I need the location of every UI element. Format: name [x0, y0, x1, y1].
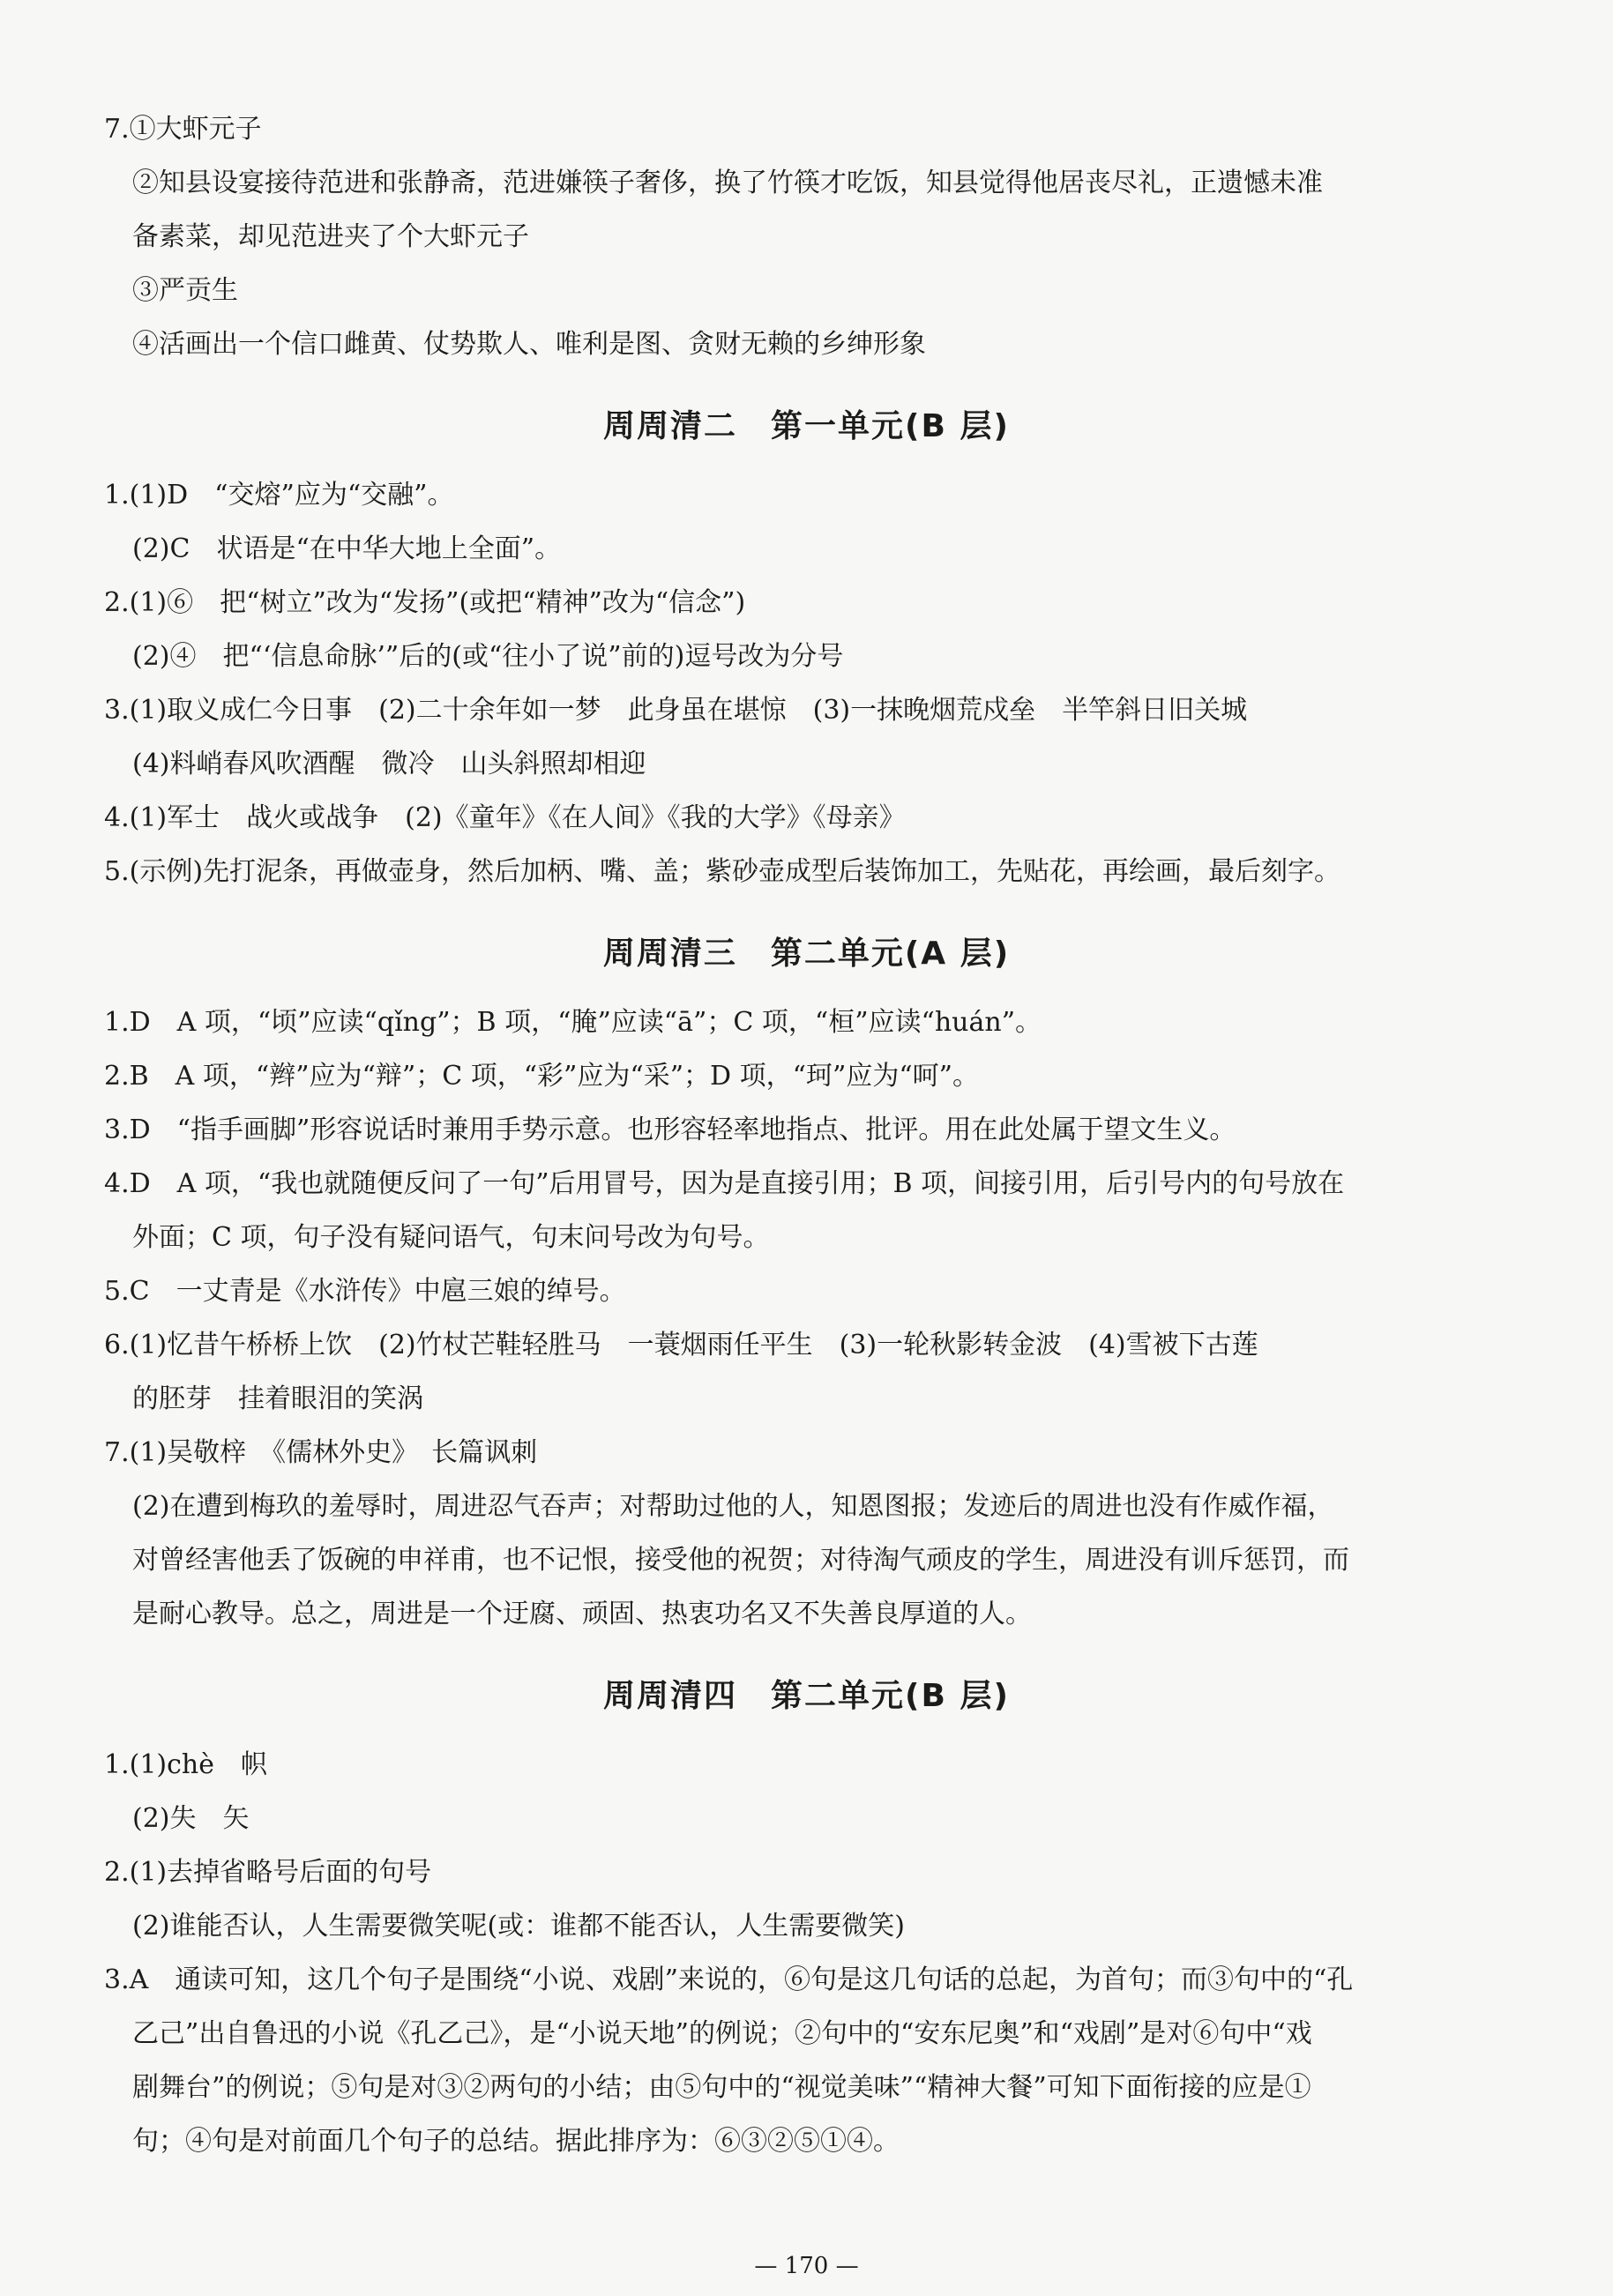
section-title: 周周清二 第一单元(B 层): [603, 408, 1010, 444]
answer-line: 对曾经害他丢了饭碗的申祥甫，也不记恨，接受他的祝贺；对待淘气顽皮的学生，周进没有训斥惩罚，而: [132, 1545, 1349, 1576]
section-title: 周周清四 第二单元(B 层): [603, 1678, 1010, 1714]
answer-line: 5.C 一丈青是《水浒传》中扈三娘的绰号。: [104, 1276, 626, 1307]
answer-line: 是耐心教导。总之，周进是一个迂腐、顽固、热衷功名又不失善良厚道的人。: [132, 1599, 1032, 1629]
answer-line: (2)在遭到梅玖的羞辱时，周进忍气吞声；对帮助过他的人，知恩图报；发迹后的周进也没有作威作福，: [132, 1491, 1334, 1522]
answer-line: 3.(1)取义成仁今日事 (2)二十余年如一梦 此身虽在堪惊 (3)一抹晚烟荒戍垒 半竿斜日旧关城: [104, 695, 1248, 726]
answer-line: (2)失 矢: [132, 1803, 250, 1834]
answer-line: ②知县设宴接待范进和张静斋，范进嫌筷子奢侈，换了竹筷才吃饭，知县觉得他居丧尽礼，正遗憾未准: [132, 168, 1323, 198]
answer-line: 4.D A 项，“我也就随便反问了一句”后用冒号，因为是直接引用；B 项，间接引用，后引号内的句号放在: [104, 1168, 1345, 1199]
answer-line: (4)料峭春风吹酒醒 微冷 山头斜照却相迎: [132, 749, 646, 779]
answer-line: 4.(1)军士 战火或战争 (2)《童年》《在人间》《我的大学》《母亲》: [104, 802, 906, 833]
answer-line: 6.(1)忆昔午桥桥上饮 (2)竹杖芒鞋轻胜马 一蓑烟雨任平生 (3)一轮秋影转金波 (4)雪被下古莲: [104, 1330, 1258, 1360]
answer-line: (2)④ 把“‘信息命脉’”后的(或“往小了说”前的)逗号改为分号: [132, 641, 844, 672]
answer-line: 备素菜，却见范进夹了个大虾元子: [132, 221, 529, 252]
answer-line: 乙己”出自鲁迅的小说《孔乙己》，是“小说天地”的例说；②句中的“安东尼奥”和“戏剧”是对⑥句中“戏: [132, 2018, 1312, 2049]
answer-line: 1.(1)D “交熔”应为“交融”。: [104, 480, 454, 511]
answer-line: (2)C 状语是“在中华大地上全面”。: [132, 533, 562, 564]
answer-line: 外面；C 项，句子没有疑问语气，句末问号改为句号。: [132, 1222, 770, 1253]
answer-line: 2.(1)去掉省略号后面的句号: [104, 1857, 432, 1888]
page-number: — 170 —: [754, 2253, 859, 2279]
answer-line: 7.(1)吴敬梓 《儒林外史》 长篇讽刺: [104, 1437, 538, 1468]
answer-line: (2)谁能否认，人生需要微笑呢(或：谁都不能否认，人生需要微笑): [132, 1911, 905, 1942]
answer-line: 2.B A 项，“辫”应为“辩”；C 项，“彩”应为“采”；D 项，“珂”应为“呵”。: [104, 1061, 979, 1092]
answer-line: ④活画出一个信口雌黄、仗势欺人、唯利是图、贪财无赖的乡绅形象: [132, 329, 926, 360]
answer-line: 1.D A 项，“顷”应读“qǐng”；B 项，“腌”应读“ā”；C 项，“桓”应读“huán”。: [104, 1007, 1042, 1038]
answer-line: 3.A 通读可知，这几个句子是围绕“小说、戏剧”来说的，⑥句是这几句话的总起，为首句；而③句中的“孔: [104, 1964, 1354, 1995]
answer-line: 的胚芽 挂着眼泪的笑涡: [132, 1383, 423, 1414]
section-title: 周周清三 第二单元(A 层): [602, 936, 1011, 972]
answer-line: 剧舞台”的例说；⑤句是对③②两句的小结；由⑤句中的“视觉美味”“精神大餐”可知下面衔接的应是①: [132, 2072, 1311, 2103]
answer-line: 2.(1)⑥ 把“树立”改为“发扬”(或把“精神”改为“信念”): [104, 587, 746, 618]
answer-line: 1.(1)chè 帜: [104, 1749, 267, 1780]
answer-line: 7.①大虾元子: [104, 114, 262, 145]
answer-line: 5.(示例)先打泥条，再做壶身，然后加柄、嘴、盖；紫砂壶成型后装饰加工，先贴花，再绘画，最后刻字。: [104, 856, 1341, 887]
answer-line: 句；④句是对前面几个句子的总结。据此排序为：⑥③②⑤①④。: [132, 2126, 900, 2157]
answer-line: ③严贡生: [132, 275, 238, 306]
answer-line: 3.D “指手画脚”形容说话时兼用手势示意。也形容轻率地指点、批评。用在此处属于望文生义。: [104, 1114, 1236, 1145]
